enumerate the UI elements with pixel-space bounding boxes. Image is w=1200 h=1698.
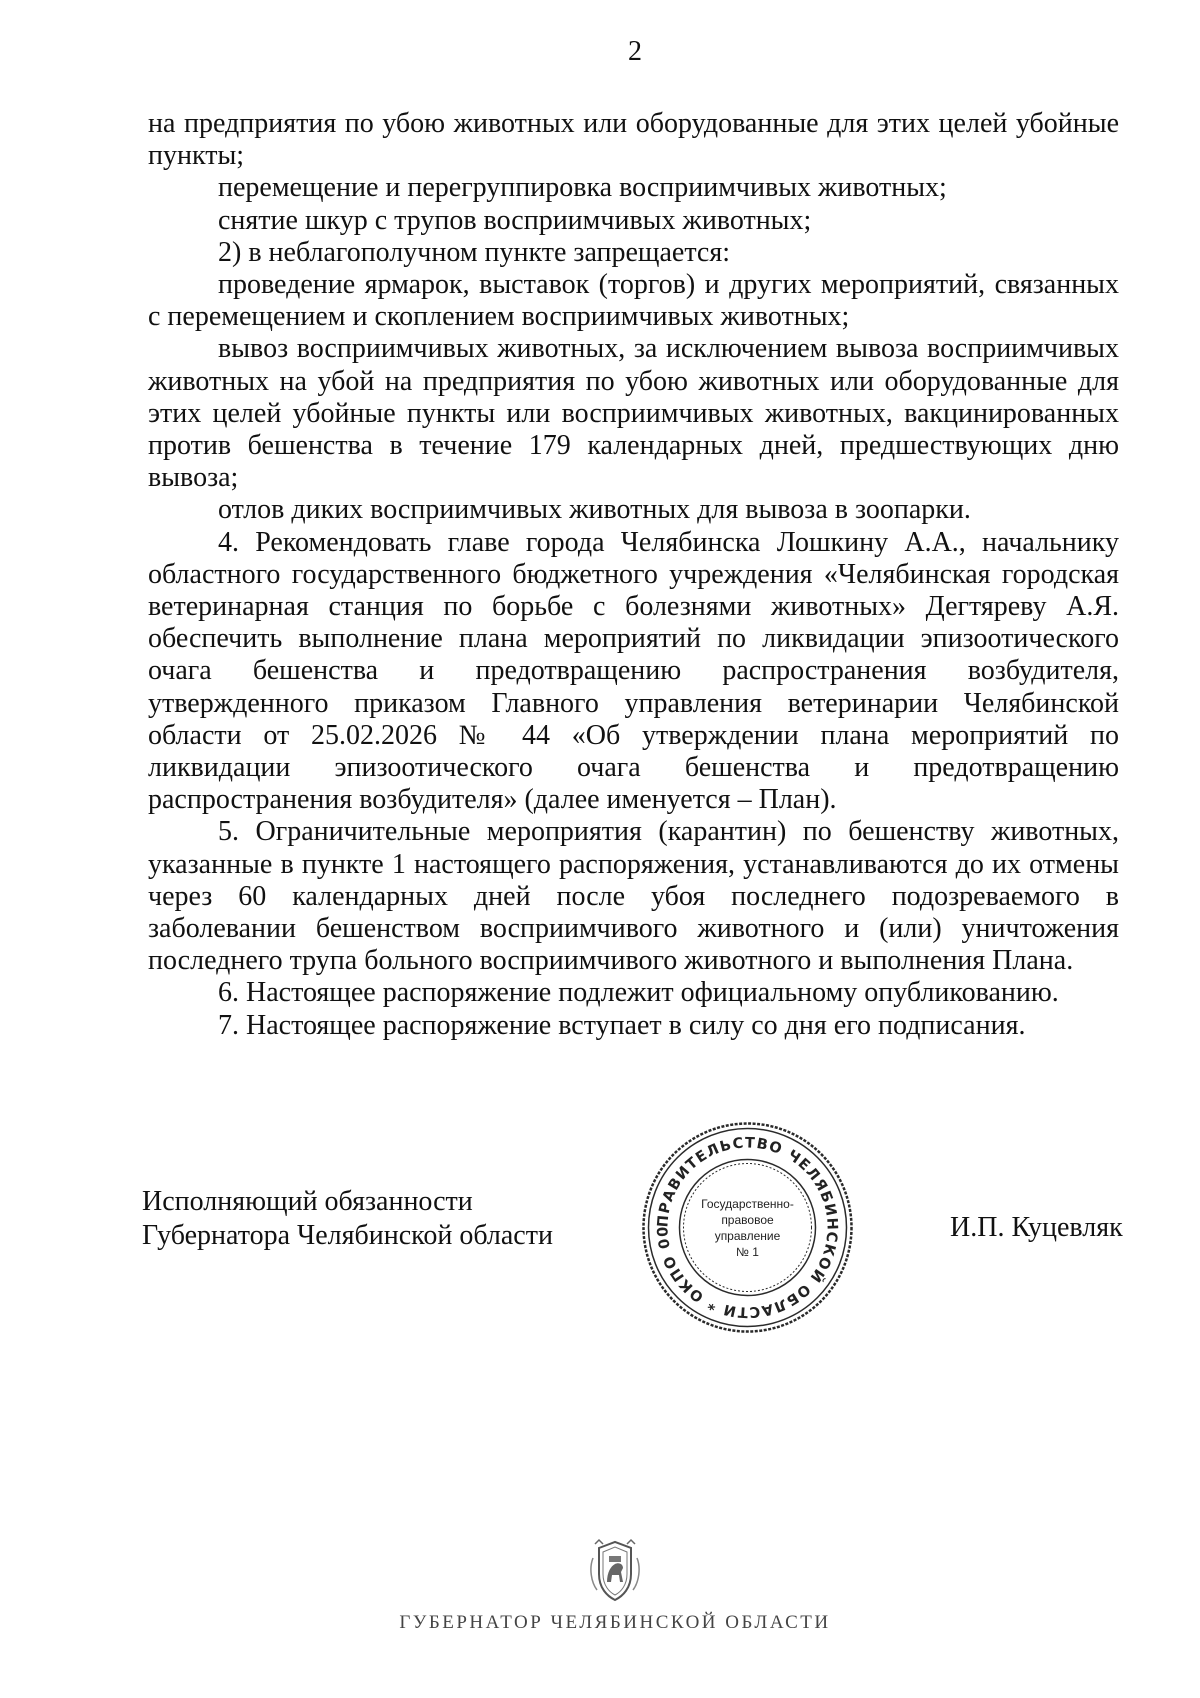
paragraph: 5. Ограничительные мероприятия (карантин) по бешенству животных, указанные в пункте 1 настоящего распоряжения, устанавливаются до их отмены через 60 календарных дней после убоя последнего подозреваемого в заболевании бешенством восприимчивого животного и (или) уничтожения последнего трупа больного восприимчивого животного и выполнения Плана.	[148, 816, 1119, 977]
signatory-name: И.П. Куцевляк	[950, 1212, 1123, 1243]
official-seal	[640, 1120, 855, 1335]
paragraph: 7. Настоящее распоряжение вступает в силу со дня его подписания.	[218, 1009, 1026, 1041]
paragraph: 2) в неблагополучном пункте запрещается:	[218, 236, 731, 268]
paragraph: перемещение и перегруппировка восприимчивых животных;	[218, 172, 947, 204]
chelyabinsk-coat-of-arms-icon	[585, 1538, 645, 1604]
paragraph: отлов диких восприимчивых животных для вывоза в зоопарки.	[218, 494, 971, 526]
svg-text:№ 1: № 1	[736, 1245, 759, 1259]
paragraph: 6. Настоящее распоряжение подлежит официальному опубликованию.	[218, 977, 1059, 1009]
paragraph: снятие шкур с трупов восприимчивых животных;	[218, 204, 812, 236]
paragraph: проведение ярмарок, выставок (торгов) и других мероприятий, связанных с перемещением и скоплением восприимчивых животных;	[148, 269, 1119, 333]
document-body	[148, 108, 1119, 1042]
paragraph: вывоз восприимчивых животных, за исключением вывоза восприимчивых животных на убой на предприятия по убою животных или оборудованные для этих целей убойные пункты или восприимчивых животных, вакцинированных против бешенства в течение 179 календарных дней, предшествующих дню вывоза;	[148, 333, 1119, 494]
signatory-position-line: Исполняющий обязанности	[142, 1186, 473, 1217]
signatory-position	[142, 1185, 553, 1253]
svg-text:Государственно-: Государственно-	[701, 1197, 794, 1211]
svg-text:управление: управление	[714, 1229, 781, 1243]
paragraph: на предприятия по убою животных или оборудованные для этих целей убойные пункты;	[148, 108, 1119, 172]
footer-title: ГУБЕРНАТОР ЧЕЛЯБИНСКОЙ ОБЛАСТИ	[399, 1612, 831, 1633]
signatory-position-line: Губернатора Челябинской области	[142, 1220, 553, 1251]
svg-text:ПРАВИТЕЛЬСТВО ЧЕЛЯБИНСКОЙ ОБЛА: ПРАВИТЕЛЬСТВО ЧЕЛЯБИНСКОЙ ОБЛАСТИ * ОКПО 00	[655, 1135, 840, 1320]
svg-text:правовое: правовое	[721, 1213, 774, 1227]
page-number: 2	[628, 36, 642, 67]
paragraph: 4. Рекомендовать главе города Челябинска Лошкину А.А., начальнику областного государственного бюджетного учреждения «Челябинская городская ветеринарная станция по борьбе с болезнями животных» Дегтяреву А.Я. обеспечить выполнение плана мероприятий по ликвидации эпизоотического очага бешенства и предотвращению распространения возбудителя, утвержденного приказом Главного управления ветеринарии Челябинской области от 25.02.2026 № 44 «Об утверждении плана мероприятий по ликвидации эпизоотического очага бешенства и предотвращению распространения возбудителя» (далее именуется – План).	[148, 526, 1119, 816]
